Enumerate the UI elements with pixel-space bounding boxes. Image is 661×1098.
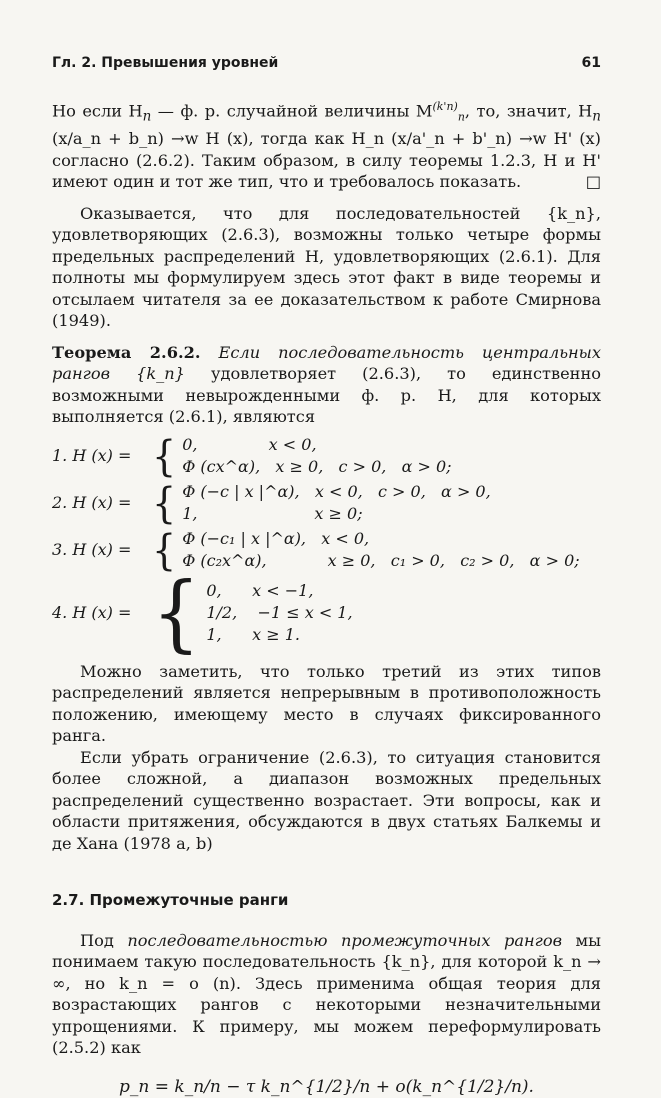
- theorem-label: Теорема 2.6.2.: [52, 342, 201, 362]
- paragraph-2: Оказывается, что для последовательностей {k_n}, удовлетворяющих (2.6.3), возможны только четыре формы предельных распределений H, удовлетворяющих (2.6.1). Для полноты мы формулируем здесь этот факт в виде теоремы и отсылаем читателя за ее доказательством к работе Смирнова (1949).: [52, 203, 601, 331]
- running-header: [52, 55, 601, 71]
- formula-pn: p_n = k_n/n − τ k_n^{1/2}/n + o(k_n^{1/2}/n).: [119, 1076, 534, 1097]
- section-title: 2.7. Промежуточные ранги: [52, 891, 289, 910]
- paragraph-5: Под последовательностью промежуточных рангов мы понимаем такую последовательность {k_n}, для которой k_n → ∞, но k_n = o (n). Здесь применима общая теория для возрастающих рангов с некоторыми незначительными упрощениями. К примеру, мы можем переформулировать (2.5.2) как: [52, 930, 601, 1058]
- theorem-italic: Если последовательность центральных рангов {k_n}: [52, 342, 601, 384]
- paragraph-4: Если убрать ограничение (2.6.3), то ситуация становится более сложной, а диапазон возможных предельных распределений существенно возрастает. Эти вопросы, как и области притяжения, обсуждаются в двух статьях Балкемы и де Хана (1978 a, b): [52, 747, 601, 853]
- page-body: [52, 96, 601, 1098]
- running-title: Гл. 2. Превышения уровней: [52, 55, 279, 71]
- qed-icon: □: [585, 172, 601, 192]
- case-1: 1. H (x) = { 0, x < 0, Φ (cx^α), x ≥ 0, c > 0, α > 0;: [52, 431, 452, 480]
- distribution-cases: [52, 431, 601, 662]
- paragraph-1: Но если $H_n$ — ф. р. случайной величины $M^{(k'n)}_n$, то, значит, $H_n$ (x/a_n + b_n) →w H (x), тогда как H_n (x/a'_n + b'_n) →w H' (x) согласно (2.6.2). Таким образом, в силу теоремы 1.2.3, H и H' имеют один и тот же тип, что и требовалось показать. □: [52, 100, 601, 192]
- theorem-rest: удовлетворяет (2.6.3), то единственно возможными невырожденными ф. р. H, для которых выполняется (2.6.1), являются: [52, 364, 601, 427]
- paragraph-1-cont: (x/a_n + b_n) →w H (x), тогда как H_n (x/a'_n + b'_n) →w H' (x) согласно (2.6.2). Таким образом, в силу теоремы 1.2.3, H и H' имеют один и тот же тип, что и требовалось показать.: [52, 129, 601, 192]
- case-2: 2. H (x) = { Φ (−c | x |^α), x < 0, c > 0, α > 0, 1, x ≥ 0;: [52, 478, 491, 527]
- case-4: 4. H (x) = { 0, x < −1, 1/2, −1 ≤ x < 1, 1, x ≥ 1.: [52, 563, 353, 662]
- paragraph-3: Можно заметить, что только третий из этих типов распределений является непрерывным в противоположность положению, имеющему место в случаях фиксированного ранга.: [52, 661, 601, 746]
- theorem-2-6-2: [52, 342, 601, 428]
- page-number: 61: [581, 55, 601, 71]
- case-3: 3. H (x) = { Φ (−c₁ | x |^α), x < 0, Φ (c₂x^α), x ≥ 0, c₁ > 0, c₂ > 0, α > 0;: [52, 525, 580, 574]
